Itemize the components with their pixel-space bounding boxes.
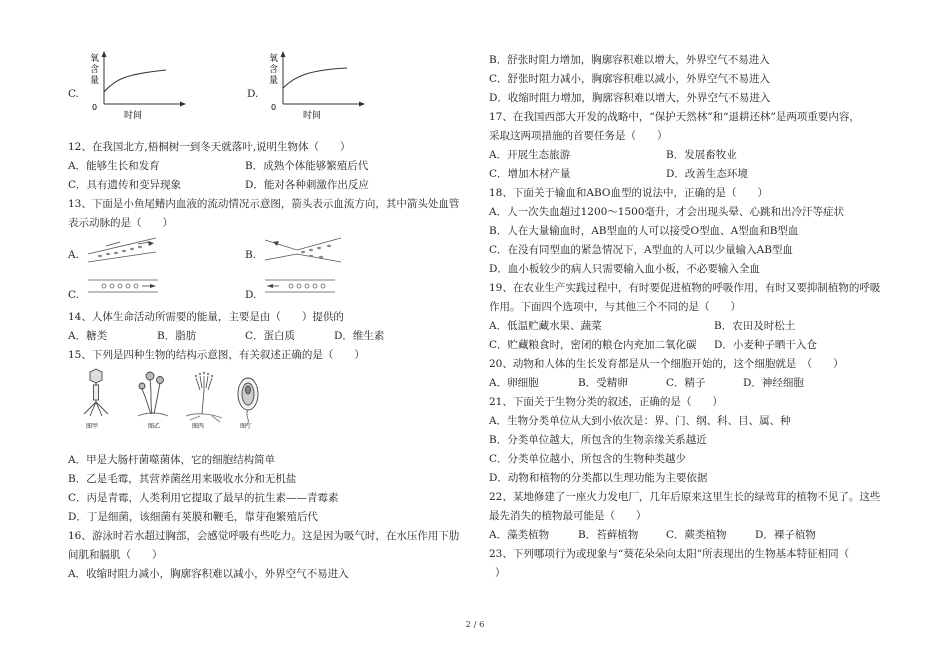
- q22-option-a: A．藻类植物: [489, 529, 550, 541]
- fig-label-jia: 图甲: [86, 423, 99, 430]
- q22-option-b: B．苔藓植物: [578, 529, 639, 541]
- q12-option-c: C．具有遗传和变异现象: [68, 179, 182, 191]
- q20-option-d: D．神经细胞: [743, 377, 804, 389]
- svg-text:量: 量: [90, 76, 100, 86]
- q21-option-a: A．生物分类单位从大到小依次是：界、门、纲、科、目、属、种: [489, 415, 791, 427]
- q13-option-c: C.: [68, 289, 79, 301]
- q12-option-d: D．能对各种刺激作出反应: [245, 179, 369, 191]
- q16-option-c: C．舒张时阻力减小，胸廓容积难以减小，外界空气不易进入: [489, 73, 771, 85]
- svg-text:含: 含: [269, 65, 279, 75]
- q15-stem: 15、下列是四种生物的结构示意图，有关叙述正确的是（ ）: [68, 349, 365, 361]
- q16-stem-line2: 间肌和膈肌（ ）: [68, 549, 163, 561]
- phage-drawing: [84, 369, 108, 416]
- q13-option-d: D.: [245, 289, 257, 301]
- q22-stem-line2: 最先消失的植物最可能是（ ）: [489, 510, 647, 522]
- q13-stem-line2: 表示动脉的是（ ）: [68, 217, 173, 229]
- q18-option-a: A．人一次失血超过1200～1500毫升，才会出现头晕、心跳和出冷汗等症状: [489, 206, 845, 218]
- q16-stem-line1: 16、游泳时若水超过胸部，会感觉呼吸有些吃力。这是因为吸气时，在水压作用下肋: [68, 530, 460, 542]
- q14-option-a: A．糖类: [68, 330, 108, 342]
- q20-option-b: B．受精卵: [578, 377, 628, 389]
- q22-stem-line1: 22、某地修建了一座火力发电厂，几年后原来这里生长的绿莺茸的植物不见了。这些: [489, 491, 881, 503]
- q17-stem-line1: 17、在我国西部大开发的战略中，“保护天然林”和“退耕还林”是两项重要内容，: [489, 111, 860, 123]
- graph-c-option-label: C.: [68, 88, 79, 100]
- penicillium-drawing: [186, 372, 222, 422]
- q13-stem-line1: 13、下面是小鱼尾鳍内血液的流动情况示意图，箭头表示血流方向，其中箭头处血管: [68, 198, 460, 210]
- graph-d-ylabel: [269, 52, 278, 86]
- q21-option-c: C．分类单位越小，所包含的生物种类越少: [489, 453, 687, 465]
- q17-option-d: D．改善生态环境: [666, 168, 748, 180]
- q14-option-b: B．脂肪: [157, 330, 197, 342]
- q13-option-b: B.: [245, 249, 257, 261]
- q17-option-b: B．发展畜牧业: [666, 149, 737, 161]
- q15-option-a: A．甲是大肠杆菌噬菌体，它的细胞结构简单: [68, 454, 276, 466]
- q19-option-c: C．贮藏粮食时，密闭的粮仓内充加二氧化碳: [489, 339, 697, 351]
- page-number: 2 / 6: [465, 620, 485, 630]
- graph-c: [82, 48, 192, 120]
- q14-option-d: D．维生素: [334, 330, 385, 342]
- graph-d-option-label: D.: [247, 88, 259, 100]
- q13-vessel-figure-b: [263, 232, 343, 266]
- q17-stem-line2: 采取这两项措施的首要任务是（ ）: [489, 130, 668, 142]
- q21-stem: 21、下面关于生物分类的叙述，正确的是（ ）: [489, 396, 723, 408]
- q16-option-b: B．舒张时阻力增加，胸廓容积难以增大，外界空气不易进入: [489, 54, 770, 66]
- q19-option-b: B．农田及时松土: [714, 320, 796, 332]
- mucor-drawing: [138, 372, 168, 416]
- q12-stem: 12、在我国北方,梧桐树一到冬天就落叶,说明生物体（ ）: [68, 141, 351, 153]
- q15-organisms-figure: [72, 366, 292, 438]
- q19-stem-line2: 作用。下面四个选项中，与其他三个不同的是（ ）: [489, 301, 741, 313]
- q12-option-a: A．能够生长和发育: [68, 160, 160, 172]
- q23-stem-line1: 23、下列哪项行为或现象与“葵花朵朵向太阳”所表现出的生物基本特征相同（: [489, 548, 850, 560]
- q22-option-d: D．裸子植物: [755, 529, 816, 541]
- svg-text:量: 量: [269, 76, 279, 86]
- svg-text:氧: 氧: [90, 54, 100, 64]
- q19-option-a: A．低温贮藏水果、蔬菜: [489, 320, 602, 332]
- svg-text:含: 含: [90, 65, 100, 75]
- fig-label-yi: 图乙: [148, 423, 161, 430]
- graph-c-ylabel: [90, 52, 99, 86]
- q20-option-c: C．精子: [666, 377, 706, 389]
- q19-stem-line1: 19、在农业生产实践过程中，有时要促进植物的呼吸作用，有时又要抑制植物的呼吸: [489, 282, 881, 294]
- svg-text:氧: 氧: [269, 54, 279, 64]
- bacterium-drawing: [238, 378, 258, 426]
- q17-option-c: C．增加木材产量: [489, 168, 571, 180]
- q15-option-c: C．丙是青霉，人类利用它提取了最早的抗生素——青霉素: [68, 492, 339, 504]
- q13-vessel-figure-a: [86, 232, 158, 266]
- q12-option-b: B．成熟个体能够繁殖后代: [245, 160, 369, 172]
- graph-d-origin: 0: [271, 103, 277, 112]
- graph-c-xlabel: 时间: [124, 111, 143, 120]
- q23-stem-line2: ）: [495, 567, 506, 579]
- q21-option-b: B．分类单位越大，所包含的生物亲缘关系越近: [489, 434, 707, 446]
- q16-option-d: D．收缩时阻力增加，胸廓容积难以增大，外界空气不易进入: [489, 92, 771, 104]
- q15-option-d: D．丁是细菌，该细菌有荚膜和鞭毛，靠芽孢繁殖后代: [68, 511, 318, 523]
- q20-option-a: A．卵细胞: [489, 377, 539, 389]
- q19-option-d: D．小麦种子晒干入仓: [714, 339, 817, 351]
- q17-option-a: A．开展生态旅游: [489, 149, 571, 161]
- q18-option-c: C．在没有同型血的紧急情况下，A型血的人可以少量输入AB型血: [489, 244, 793, 256]
- q18-option-d: D．血小板较少的病人只需要输入血小板，不必要输入全血: [489, 263, 760, 275]
- q15-option-b: B．乙是毛霉，其营养菌丝用来吸收水分和无机盐: [68, 473, 297, 485]
- q13-option-a: A.: [68, 249, 79, 261]
- graph-c-origin: 0: [92, 103, 98, 112]
- q16-option-a: A．收缩时阻力减小，胸廓容积难以减小，外界空气不易进入: [68, 568, 349, 580]
- graph-d: [261, 48, 371, 120]
- fig-label-bing: 图丙: [192, 423, 205, 430]
- q18-option-b: B．人在大量输血时，AB型血的人可以接受O型血、A型血和B型血: [489, 225, 799, 237]
- graph-d-xlabel: 时间: [303, 111, 322, 120]
- q13-vessel-figure-c: [86, 276, 160, 296]
- q14-stem: 14、人体生命活动所需要的能量，主要是由（ ）提供的: [68, 311, 344, 323]
- q21-option-d: D．动物和植物的分类都以生理功能为主要依据: [489, 472, 708, 484]
- fig-label-ding: 图丁: [240, 423, 253, 430]
- q22-option-c: C．蕨类植物: [666, 529, 727, 541]
- q13-vessel-figure-d: [263, 276, 337, 296]
- q18-stem: 18、下面关于输血和ABO血型的说法中，正确的是（ ）: [489, 187, 768, 199]
- q14-option-c: C．蛋白质: [245, 330, 296, 342]
- q20-stem: 20、动物和人体的生长发育都是从一个细胞开始的，这个细胞就是 （ ）: [489, 358, 844, 370]
